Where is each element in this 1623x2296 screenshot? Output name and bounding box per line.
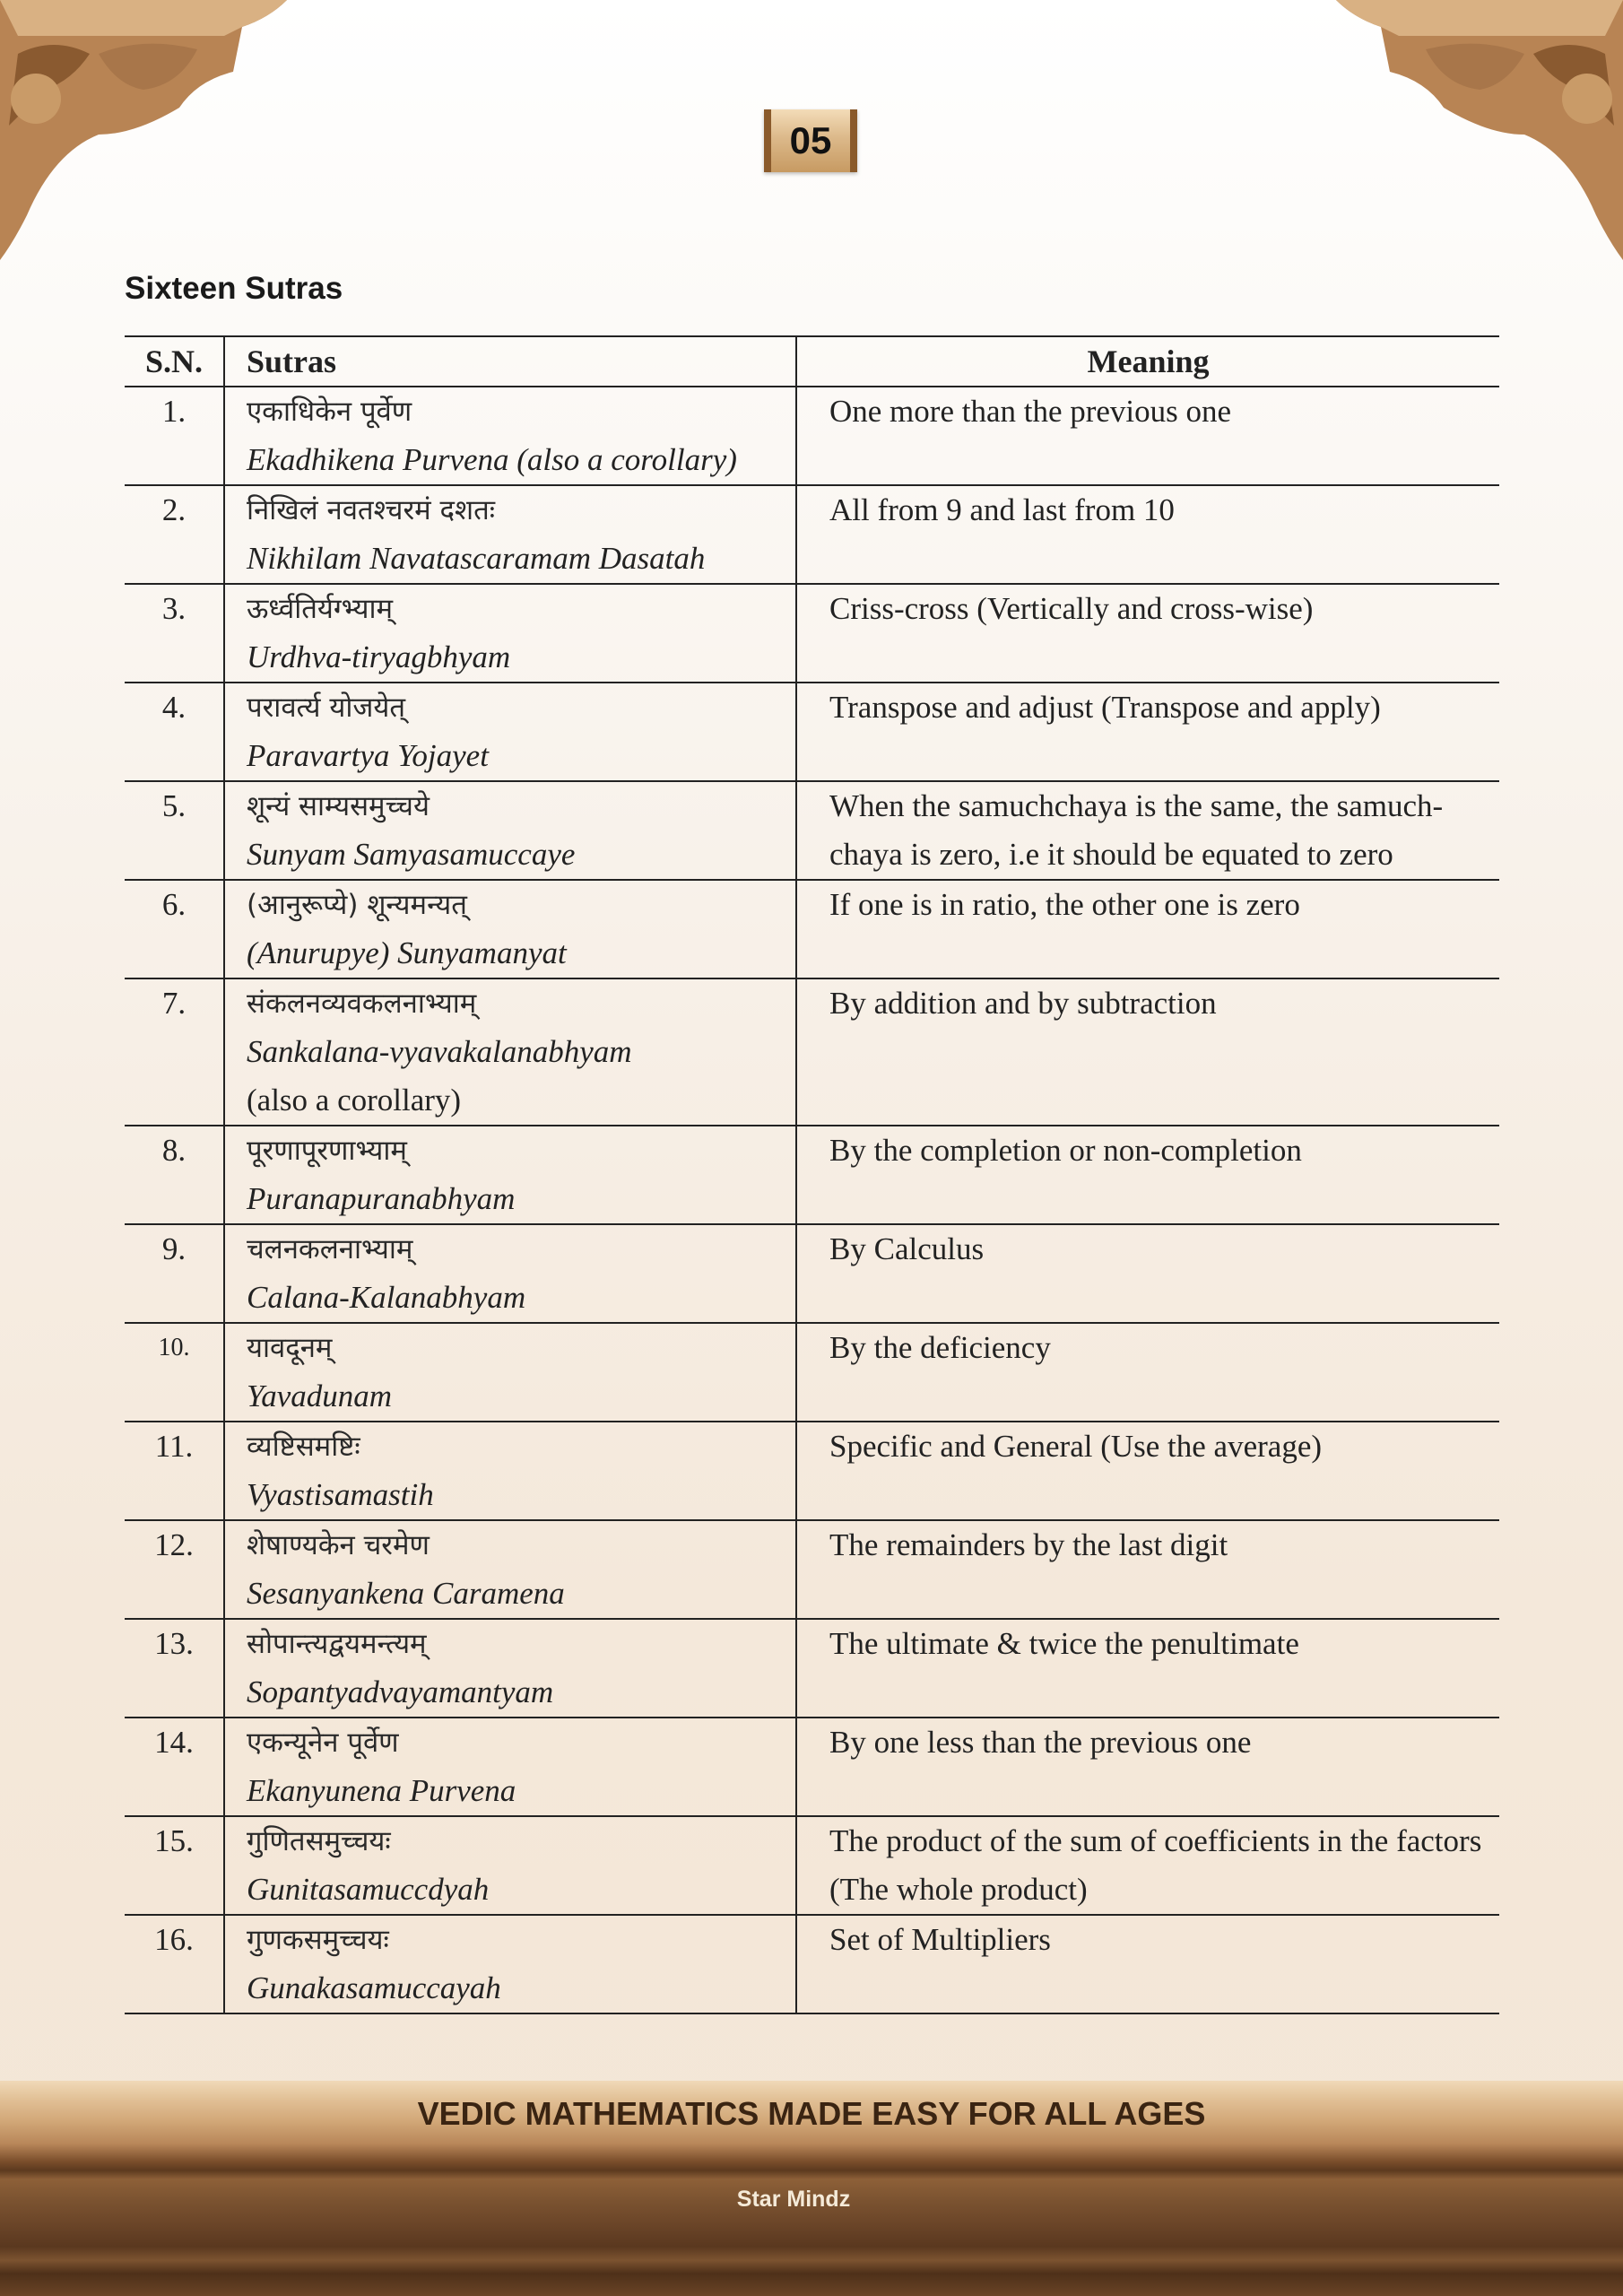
row-serial-number: 14. <box>125 1718 224 1816</box>
row-meaning: Set of Multipliers <box>796 1915 1499 2013</box>
row-serial-number: 10. <box>125 1323 224 1422</box>
row-meaning: One more than the previous one <box>796 387 1499 485</box>
row-serial-number: 9. <box>125 1224 224 1323</box>
sutra-devanagari: गुणितसमुच्चयः <box>247 1825 391 1857</box>
row-sutra-cell <box>224 387 796 485</box>
row-meaning: By addition and by subtraction <box>796 978 1499 1126</box>
row-meaning: Criss-cross (Vertically and cross-wise) <box>796 584 1499 683</box>
table-row <box>125 1915 1499 2013</box>
sutra-devanagari: चलनकलनाभ्याम् <box>247 1233 413 1265</box>
section-title: Sixteen Sutras <box>125 271 343 306</box>
sutra-transliteration: Gunitasamuccdyah <box>247 1872 490 1907</box>
sutra-transliteration: Sopantyadvayamantyam <box>247 1674 554 1709</box>
row-serial-number: 6. <box>125 880 224 978</box>
row-meaning: By the deficiency <box>796 1323 1499 1422</box>
row-sutra-cell <box>224 683 796 781</box>
row-sutra-cell <box>224 1126 796 1224</box>
sutra-transliteration: Ekadhikena Purvena (also a corollary) <box>247 442 737 477</box>
row-sutra-cell <box>224 1718 796 1816</box>
sutra-devanagari: व्यष्टिसमष्टिः <box>247 1431 360 1463</box>
row-sutra-cell <box>224 1520 796 1619</box>
table-row <box>125 1619 1499 1718</box>
sutra-transliteration: Ekanyunena Purvena <box>247 1773 516 1808</box>
carved-corner-left-ornament <box>0 0 296 269</box>
sutra-transliteration: Vyastisamastih <box>247 1477 434 1512</box>
row-serial-number: 5. <box>125 781 224 880</box>
sutra-devanagari: सोपान्त्यद्वयमन्त्यम् <box>247 1628 427 1660</box>
row-serial-number: 3. <box>125 584 224 683</box>
row-sutra-cell <box>224 1619 796 1718</box>
sutra-transliteration: Sunyam Samyasamuccaye <box>247 837 576 872</box>
row-meaning: The ultimate & twice the penultimate <box>796 1619 1499 1718</box>
row-serial-number: 11. <box>125 1422 224 1520</box>
row-meaning: Specific and General (Use the average) <box>796 1422 1499 1520</box>
row-meaning: When the samuchchaya is the same, the samuch-chaya is zero, i.e it should be equated to zero <box>796 781 1499 880</box>
table-header-row <box>125 336 1499 387</box>
row-serial-number: 16. <box>125 1915 224 2013</box>
sutra-transliteration: (Anurupye) Sunyamanyat <box>247 935 567 970</box>
row-sutra-cell <box>224 880 796 978</box>
row-serial-number: 8. <box>125 1126 224 1224</box>
page-number: 05 <box>789 119 832 161</box>
row-meaning: By Calculus <box>796 1224 1499 1323</box>
row-meaning: By the completion or non-completion <box>796 1126 1499 1224</box>
page-number-badge <box>764 109 857 172</box>
sutra-devanagari: परावर्त्य योजयेत् <box>247 691 406 724</box>
table-row <box>125 1718 1499 1816</box>
sutra-devanagari: (आनुरूप्ये) शून्यमन्यत् <box>247 889 467 921</box>
sutra-transliteration: Urdhva-tiryagbhyam <box>247 639 511 674</box>
sutra-transliteration: Gunakasamuccayah <box>247 1970 501 2005</box>
row-serial-number: 7. <box>125 978 224 1126</box>
row-serial-number: 4. <box>125 683 224 781</box>
row-serial-number: 15. <box>125 1816 224 1915</box>
sutra-transliteration: Nikhilam Navatascaramam Dasatah <box>247 541 706 576</box>
header-sutras: Sutras <box>224 336 796 387</box>
table-row <box>125 1323 1499 1422</box>
sutra-transliteration: Yavadunam <box>247 1378 393 1413</box>
sutra-transliteration: Puranapuranabhyam <box>247 1181 516 1216</box>
sutras-table <box>125 335 1499 2014</box>
table-row <box>125 880 1499 978</box>
row-meaning: If one is in ratio, the other one is zero <box>796 880 1499 978</box>
sutra-devanagari: यावदूनम् <box>247 1332 333 1364</box>
table-row <box>125 1816 1499 1915</box>
sutra-transliteration: Sankalana-vyavakalanabhyam <box>247 1034 632 1069</box>
row-sutra-cell <box>224 978 796 1126</box>
row-sutra-cell <box>224 1816 796 1915</box>
footer-book-title: VEDIC MATHEMATICS MADE EASY FOR ALL AGES <box>417 2095 1206 2132</box>
table-row <box>125 387 1499 485</box>
table-row <box>125 485 1499 584</box>
row-serial-number: 2. <box>125 485 224 584</box>
row-meaning: All from 9 and last from 10 <box>796 485 1499 584</box>
row-serial-number: 12. <box>125 1520 224 1619</box>
table-row <box>125 683 1499 781</box>
footer-brand-name: Star Mindz <box>736 2187 851 2212</box>
table-row <box>125 978 1499 1126</box>
sutra-devanagari: ऊर्ध्वतिर्यग्भ्याम् <box>247 593 394 625</box>
header-meaning: Meaning <box>796 336 1499 387</box>
table-row <box>125 584 1499 683</box>
sutra-devanagari: संकलनव्यवकलनाभ्याम् <box>247 987 477 1020</box>
row-sutra-cell <box>224 1422 796 1520</box>
row-serial-number: 13. <box>125 1619 224 1718</box>
row-sutra-cell <box>224 1915 796 2013</box>
table-row <box>125 1224 1499 1323</box>
table-row <box>125 1520 1499 1619</box>
sutra-devanagari: शेषाण्यकेन चरमेण <box>247 1529 430 1561</box>
table-row <box>125 1126 1499 1224</box>
row-meaning: The product of the sum of coefficients in the factors (The whole product) <box>796 1816 1499 1915</box>
table-row <box>125 1422 1499 1520</box>
sutra-note: (also a corollary) <box>247 1083 462 1118</box>
sutra-transliteration: Calana-Kalanabhyam <box>247 1280 526 1315</box>
sutra-devanagari: निखिलं नवतश्चरमं दशतः <box>247 494 496 526</box>
row-meaning: By one less than the previous one <box>796 1718 1499 1816</box>
header-sn: S.N. <box>125 336 224 387</box>
row-sutra-cell <box>224 1224 796 1323</box>
row-meaning: The remainders by the last digit <box>796 1520 1499 1619</box>
sutra-transliteration: Sesanyankena Caramena <box>247 1576 565 1611</box>
sutra-devanagari: गुणकसमुच्चयः <box>247 1924 389 1956</box>
sutra-devanagari: पूरणापूरणाभ्याम् <box>247 1135 407 1167</box>
row-sutra-cell <box>224 584 796 683</box>
sutra-devanagari: एकाधिकेन पूर्वेण <box>247 396 412 428</box>
sutra-transliteration: Paravartya Yojayet <box>247 738 489 773</box>
row-sutra-cell <box>224 781 796 880</box>
carved-corner-right-ornament <box>1327 0 1623 269</box>
row-serial-number: 1. <box>125 387 224 485</box>
sutra-devanagari: शून्यं साम्यसमुच्चये <box>247 790 430 822</box>
table-row <box>125 781 1499 880</box>
row-sutra-cell <box>224 485 796 584</box>
sutra-devanagari: एकन्यूनेन पूर्वेण <box>247 1726 399 1759</box>
row-sutra-cell <box>224 1323 796 1422</box>
table-body <box>125 387 1499 2013</box>
row-meaning: Transpose and adjust (Transpose and apply) <box>796 683 1499 781</box>
